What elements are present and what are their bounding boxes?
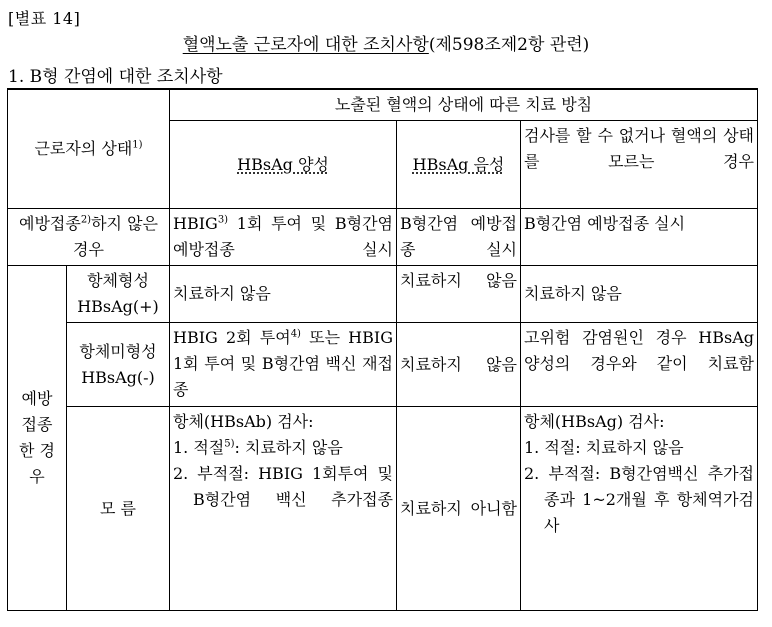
table-row: [8, 266, 758, 323]
cell-unvacc-positive-b: 1회 투여 및 B형간염 예방접종 실시: [173, 214, 393, 259]
header-hbsag-positive-label: HBsAg 양성: [237, 154, 329, 174]
list-item: [173, 435, 393, 461]
footnote-3: 3): [217, 214, 229, 226]
antibody-test-heading: 항체(HBsAb) 검사:: [173, 412, 314, 431]
table-row: [8, 323, 758, 407]
cell-unknown-unknown: [521, 407, 758, 611]
cell-unvacc-unknown: B형간염 예방접종 실시: [521, 209, 758, 266]
cell-abpos-unknown: 치료하지 않음: [521, 266, 758, 323]
cell-unvacc-positive: [170, 209, 397, 266]
cell-unvacc-negative: B형간염 예방접종 실시: [397, 209, 521, 266]
status-antibody-not-formed: 항체미형성 HBsAg(-): [67, 323, 170, 407]
list-item: 2. 부적절: HBIG 1회투여 및 B형간염 백신 추가접종: [173, 464, 393, 509]
list-item-text: : 치료하지 않음: [234, 438, 343, 457]
hepatitis-b-measures-table: [7, 88, 758, 611]
list-item: 2. 부적절: B형간염백신 추가접종과 1~2개월 후 항체역가검사: [524, 464, 754, 535]
table-row: [8, 209, 758, 266]
header-blood-status-group: 노출된 혈액의 상태에 따른 치료 방침: [170, 89, 758, 121]
header-hbsag-positive: [170, 121, 397, 209]
cell-abneg-positive: [170, 323, 397, 407]
status-unvaccinated-a: 예방접종: [18, 214, 81, 233]
header-worker-status: [8, 89, 170, 209]
header-hbsag-negative-label: HBsAg 음성: [412, 154, 505, 174]
cell-unknown-positive: [170, 407, 397, 611]
section-heading: 1. B형 간염에 대한 조치사항: [8, 67, 223, 87]
page-title: [0, 30, 772, 55]
cell-abneg-positive-a: HBIG 2회 투여: [173, 328, 291, 347]
cell-abneg-unknown: 고위험 감염원인 경우 HBsAg 양성의 경우와 같이 치료함: [521, 323, 758, 407]
status-antibody-formed: 항체형성 HBsAg(+): [67, 266, 170, 323]
title-main: 혈액노출 근로자에 대한 조치사항: [182, 35, 429, 55]
footnote-4: 4): [290, 328, 301, 340]
cell-abpos-negative: 치료하지 않음: [397, 266, 521, 323]
antibody-test-list: [524, 435, 754, 539]
table-number-label: [별표 14]: [8, 9, 81, 28]
list-item-text: 1. 적절: [173, 438, 225, 457]
header-worker-status-label: 근로자의 상태: [34, 139, 133, 158]
status-unvaccinated: [8, 209, 170, 266]
table-header-row: [8, 89, 758, 121]
header-unknown-status: 검사를 할 수 없거나 혈액의 상태를 모르는 경우: [521, 121, 758, 209]
cell-abneg-positive-b: 또는 HBIG 1회 투여 및 B형간염 백신 재접종: [173, 328, 393, 399]
cell-abpos-positive: 치료하지 않음: [170, 266, 397, 323]
status-unknown: 모 름: [67, 407, 170, 611]
antibody-test-heading: 항체(HBsAg) 검사:: [524, 412, 665, 431]
cell-unknown-negative: 치료하지 아니함: [397, 407, 521, 611]
cell-unvacc-positive-a: HBIG: [173, 214, 218, 233]
cell-abneg-negative: 치료하지 않음: [397, 323, 521, 407]
status-unvaccinated-b: 하지 않은 경우: [73, 214, 158, 259]
antibody-test-list: [173, 435, 393, 513]
table-row: [8, 407, 758, 611]
title-reference: (제598조제2항 관련): [428, 35, 590, 55]
footnote-5: 5): [224, 438, 235, 450]
footnote-2: 2): [80, 214, 92, 226]
footnote-1: 1): [132, 139, 143, 151]
header-hbsag-negative: [397, 121, 521, 209]
list-item: 1. 적절: 치료하지 않음: [524, 438, 684, 457]
status-vaccinated-group: 예방 접종 한 경우: [8, 266, 67, 611]
